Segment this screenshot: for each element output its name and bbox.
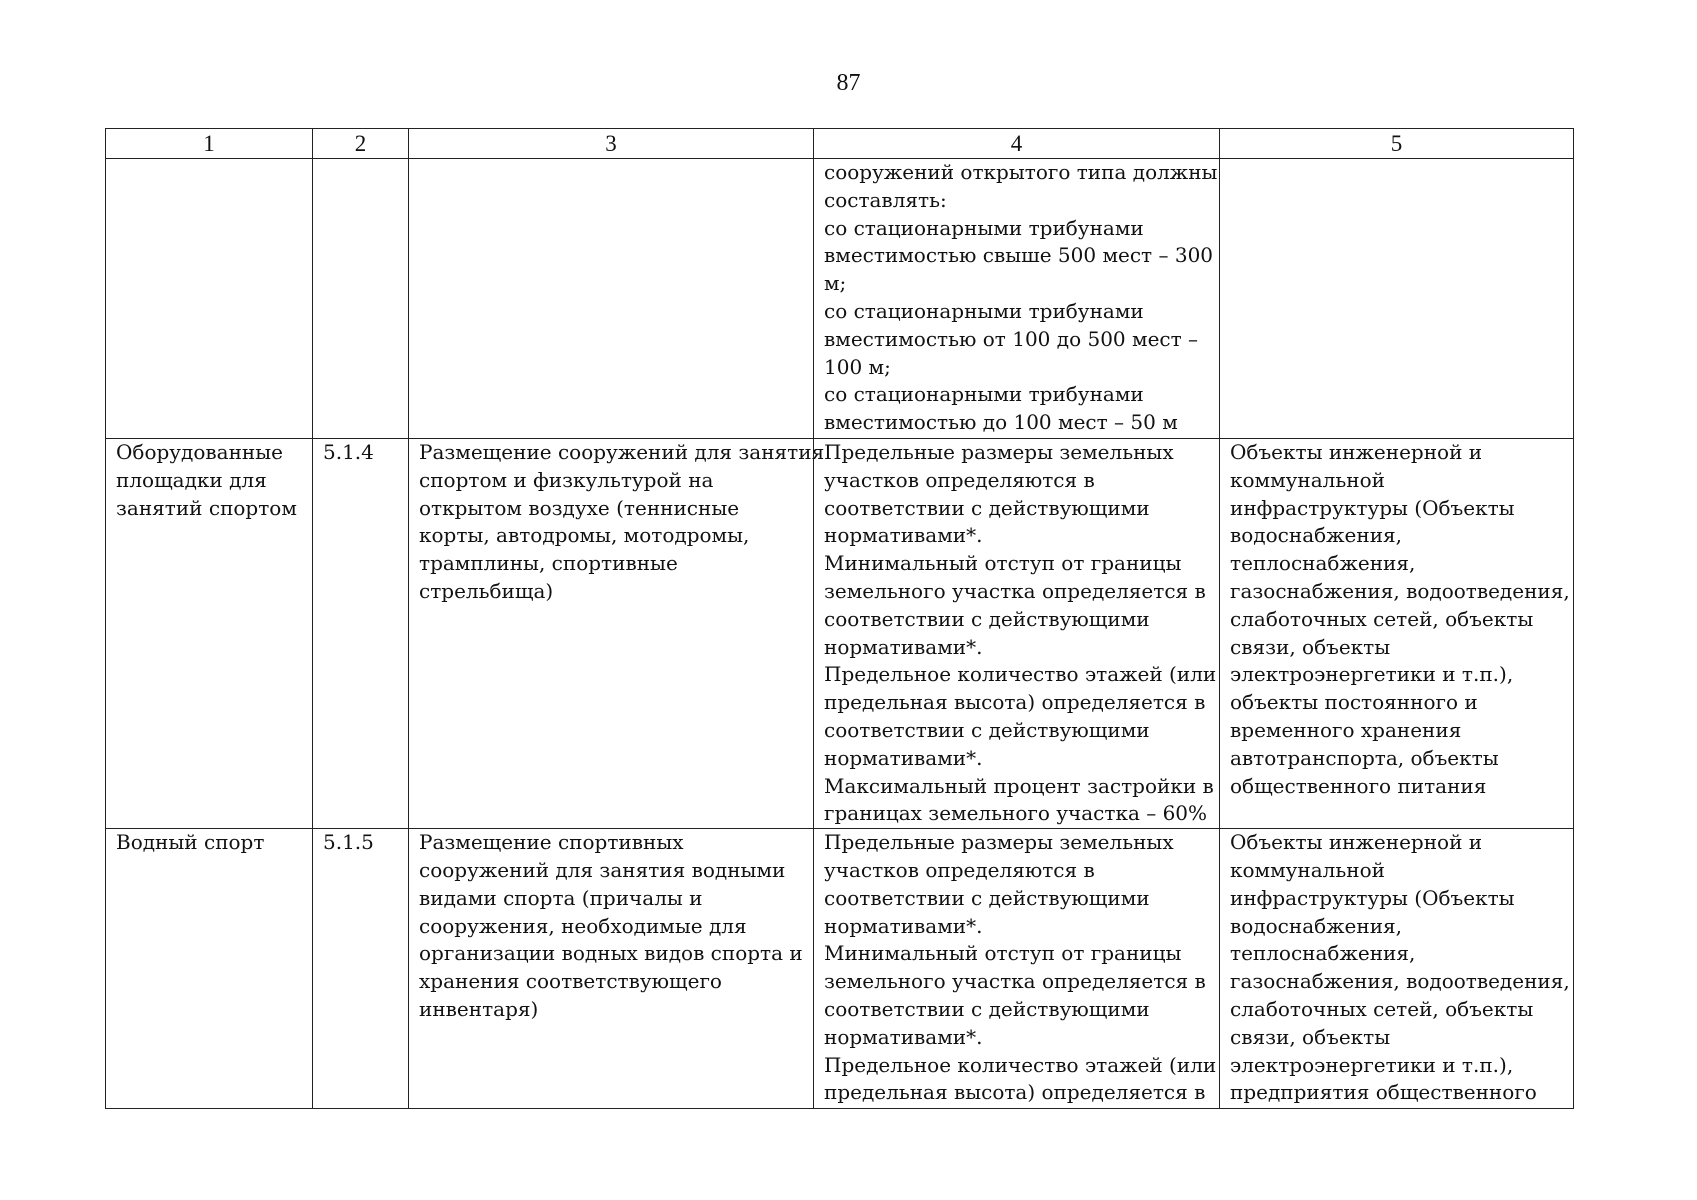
- land-use-table: [105, 128, 1574, 1109]
- text-line: земельного участка определяется в: [824, 969, 1206, 994]
- text-line: соответствии с действующими: [824, 606, 1150, 631]
- use-code-cell: [313, 159, 409, 439]
- text-line: нормативами*.: [824, 913, 983, 938]
- column-number-3: 3: [409, 129, 814, 159]
- text-line: слаботочных сетей, объекты: [1230, 606, 1534, 631]
- text-line: газоснабжения, водоотведения,: [1230, 969, 1570, 994]
- text-line: нормативами*.: [824, 1024, 983, 1049]
- text-line: Минимальный отступ от границы: [824, 551, 1182, 576]
- use-description-cell: [409, 439, 825, 829]
- text-line: Предельные размеры земельных: [824, 830, 1174, 855]
- text-line: Предельные размеры земельных: [824, 440, 1174, 464]
- text-line: со стационарными трибунами: [824, 298, 1144, 323]
- text-line: соответствии с действующими: [824, 495, 1150, 520]
- text-line: Предельное количество этажей (или: [824, 1052, 1217, 1077]
- use-name-cell: [106, 159, 313, 439]
- text-line: вместимостью до 100 мест – 50 м: [824, 410, 1178, 435]
- text-line: объекты постоянного и: [1230, 690, 1478, 715]
- text-line: предприятия общественного: [1230, 1080, 1537, 1105]
- text-line: занятий спортом: [116, 495, 297, 520]
- text-line: Водный спорт: [116, 830, 265, 855]
- text-line: Максимальный процент застройки в: [824, 773, 1214, 798]
- auxiliary-uses-cell: [1220, 439, 1574, 829]
- auxiliary-uses-cell: [1220, 829, 1574, 1109]
- text-line: открытом воздухе (теннисные: [419, 495, 740, 520]
- column-number-4: 4: [814, 129, 1220, 159]
- text-line: вместимостью свыше 500 мест – 300: [824, 243, 1214, 268]
- text-line: автотранспорта, объекты: [1230, 745, 1499, 770]
- page-number: 87: [836, 70, 861, 96]
- use-description-cell: [409, 829, 814, 1109]
- text-line: Объекты инженерной и: [1230, 830, 1483, 855]
- text-line: границах земельного участка – 60%: [824, 801, 1208, 826]
- text-line: соответствии с действующими: [824, 885, 1150, 910]
- text-line: коммунальной: [1230, 467, 1385, 492]
- text-line: трамплины, спортивные: [419, 551, 678, 576]
- parameters-cell: [814, 829, 1220, 1109]
- text-line: водоснабжения,: [1230, 523, 1403, 548]
- use-code-cell: 5.1.4: [313, 439, 409, 829]
- text-line: площадки для: [116, 467, 267, 492]
- text-line: сооружений открытого типа должны: [824, 160, 1218, 184]
- text-line: связи, объекты: [1230, 1024, 1391, 1049]
- text-line: инфраструктуры (Объекты: [1230, 885, 1515, 910]
- use-name-cell: [106, 829, 313, 1109]
- text-line: предельная высота) определяется в: [824, 690, 1206, 715]
- text-line: Предельное количество этажей (или: [824, 662, 1217, 687]
- table-row: [106, 439, 1574, 829]
- text-line: предельная высота) определяется в: [824, 1080, 1206, 1105]
- text-line: нормативами*.: [824, 523, 983, 548]
- text-line: электроэнергетики и т.п.),: [1230, 1052, 1514, 1077]
- use-code-cell: 5.1.5: [313, 829, 409, 1109]
- text-line: временного хранения: [1230, 717, 1462, 742]
- text-line: слаботочных сетей, объекты: [1230, 996, 1534, 1021]
- column-number-row: [106, 129, 1574, 159]
- text-line: коммунальной: [1230, 857, 1385, 882]
- text-line: нормативами*.: [824, 634, 983, 659]
- text-line: Минимальный отступ от границы: [824, 941, 1182, 966]
- column-number-2: 2: [313, 129, 409, 159]
- text-line: организации водных видов спорта и: [419, 941, 803, 966]
- text-line: связи, объекты: [1230, 634, 1391, 659]
- text-line: 100 м;: [824, 354, 891, 379]
- text-line: соответствии с действующими: [824, 717, 1150, 742]
- use-description-cell: [409, 159, 814, 439]
- text-line: спортом и физкультурой на: [419, 467, 714, 492]
- text-line: со стационарными трибунами: [824, 215, 1144, 240]
- text-line: вместимостью от 100 до 500 мест –: [824, 326, 1199, 351]
- text-line: общественного питания: [1230, 773, 1487, 798]
- text-line: сооружений для занятия водными: [419, 857, 786, 882]
- text-line: водоснабжения,: [1230, 913, 1403, 938]
- text-line: хранения соответствующего: [419, 969, 722, 994]
- table-row: [106, 829, 1574, 1109]
- text-line: Размещение сооружений для занятия: [419, 440, 825, 464]
- text-line: Объекты инженерной и: [1230, 440, 1483, 464]
- text-line: видами спорта (причалы и: [419, 885, 703, 910]
- use-name-cell: [106, 439, 313, 829]
- text-line: инфраструктуры (Объекты: [1230, 495, 1515, 520]
- text-line: теплоснабжения,: [1230, 941, 1416, 966]
- text-line: электроэнергетики и т.п.),: [1230, 662, 1514, 687]
- text-line: участков определяются в: [824, 467, 1095, 492]
- text-line: м;: [824, 271, 847, 296]
- text-line: Размещение спортивных: [419, 830, 684, 855]
- text-line: сооружения, необходимые для: [419, 913, 747, 938]
- parameters-cell: [814, 439, 1220, 829]
- text-line: корты, автодромы, мотодромы,: [419, 523, 750, 548]
- text-line: Оборудованные: [116, 440, 284, 464]
- text-line: соответствии с действующими: [824, 996, 1150, 1021]
- text-line: инвентаря): [419, 996, 539, 1021]
- text-line: земельного участка определяется в: [824, 578, 1206, 603]
- text-line: со стационарными трибунами: [824, 382, 1144, 407]
- text-line: газоснабжения, водоотведения,: [1230, 578, 1570, 603]
- column-number-1: 1: [106, 129, 313, 159]
- auxiliary-uses-cell: [1220, 159, 1574, 439]
- text-line: участков определяются в: [824, 857, 1095, 882]
- text-line: теплоснабжения,: [1230, 551, 1416, 576]
- text-line: стрельбища): [419, 578, 554, 603]
- table-row: [106, 159, 1574, 439]
- text-line: нормативами*.: [824, 745, 983, 770]
- parameters-cell: [814, 159, 1220, 439]
- text-line: составлять:: [824, 187, 947, 212]
- column-number-5: 5: [1220, 129, 1574, 159]
